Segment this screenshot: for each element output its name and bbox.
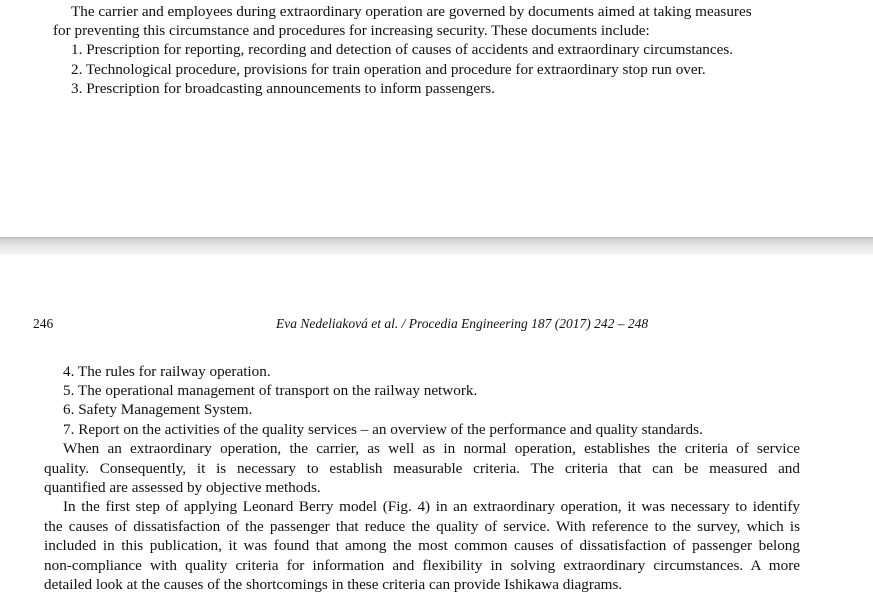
paragraph-line: included in this publication, it was found that among the most common causes of dissatisfaction of passenger belong [44, 537, 800, 554]
paragraph-line: non-compliance with quality criteria for information and flexibility in solving extraordinary circumstances. A more [44, 557, 800, 574]
list-item: 3. Prescription for broadcasting announcements to inform passengers. [71, 80, 495, 97]
page-separator [0, 237, 873, 255]
list-item: 5. The operational management of transport on the railway network. [63, 382, 478, 399]
paragraph-line: quantified are assessed by objective methods. [44, 479, 321, 496]
paragraph-line: the causes of dissatisfaction of the passenger that reduce the quality of service. With reference to the survey, which is [44, 518, 800, 535]
running-head: Eva Nedeliaková et al. / Procedia Engineering 187 (2017) 242 – 248 [276, 316, 649, 331]
list-item: 2. Technological procedure, provisions for train operation and procedure for extraordinary stop run over. [71, 61, 706, 78]
list-item: 6. Safety Management System. [63, 401, 253, 418]
paragraph-line: In the first step of applying Leonard Berry model (Fig. 4) in an extraordinary operation, it was necessary to identify [63, 498, 800, 515]
paragraph-line: When an extraordinary operation, the carrier, as well as in normal operation, establishes the criteria of service [63, 440, 800, 457]
paragraph-line: quality. Consequently, it is necessary to establish measurable criteria. The criteria that can be measured and [44, 460, 800, 477]
list-item: 7. Report on the activities of the quality services – an overview of the performance and quality standards. [63, 421, 703, 438]
page-number: 246 [33, 316, 54, 331]
paragraph-line: detailed look at the causes of the shortcomings in these criteria can provide Ishikawa diagrams. [44, 576, 623, 593]
paragraph-line: for preventing this circumstance and procedures for increasing security. These documents include: [53, 22, 650, 39]
paragraph-line: The carrier and employees during extraordinary operation are governed by documents aimed at taking measures [71, 3, 752, 20]
list-item: 4. The rules for railway operation. [63, 363, 271, 380]
list-item: 1. Prescription for reporting, recording and detection of causes of accidents and extraordinary circumstances. [71, 41, 734, 58]
